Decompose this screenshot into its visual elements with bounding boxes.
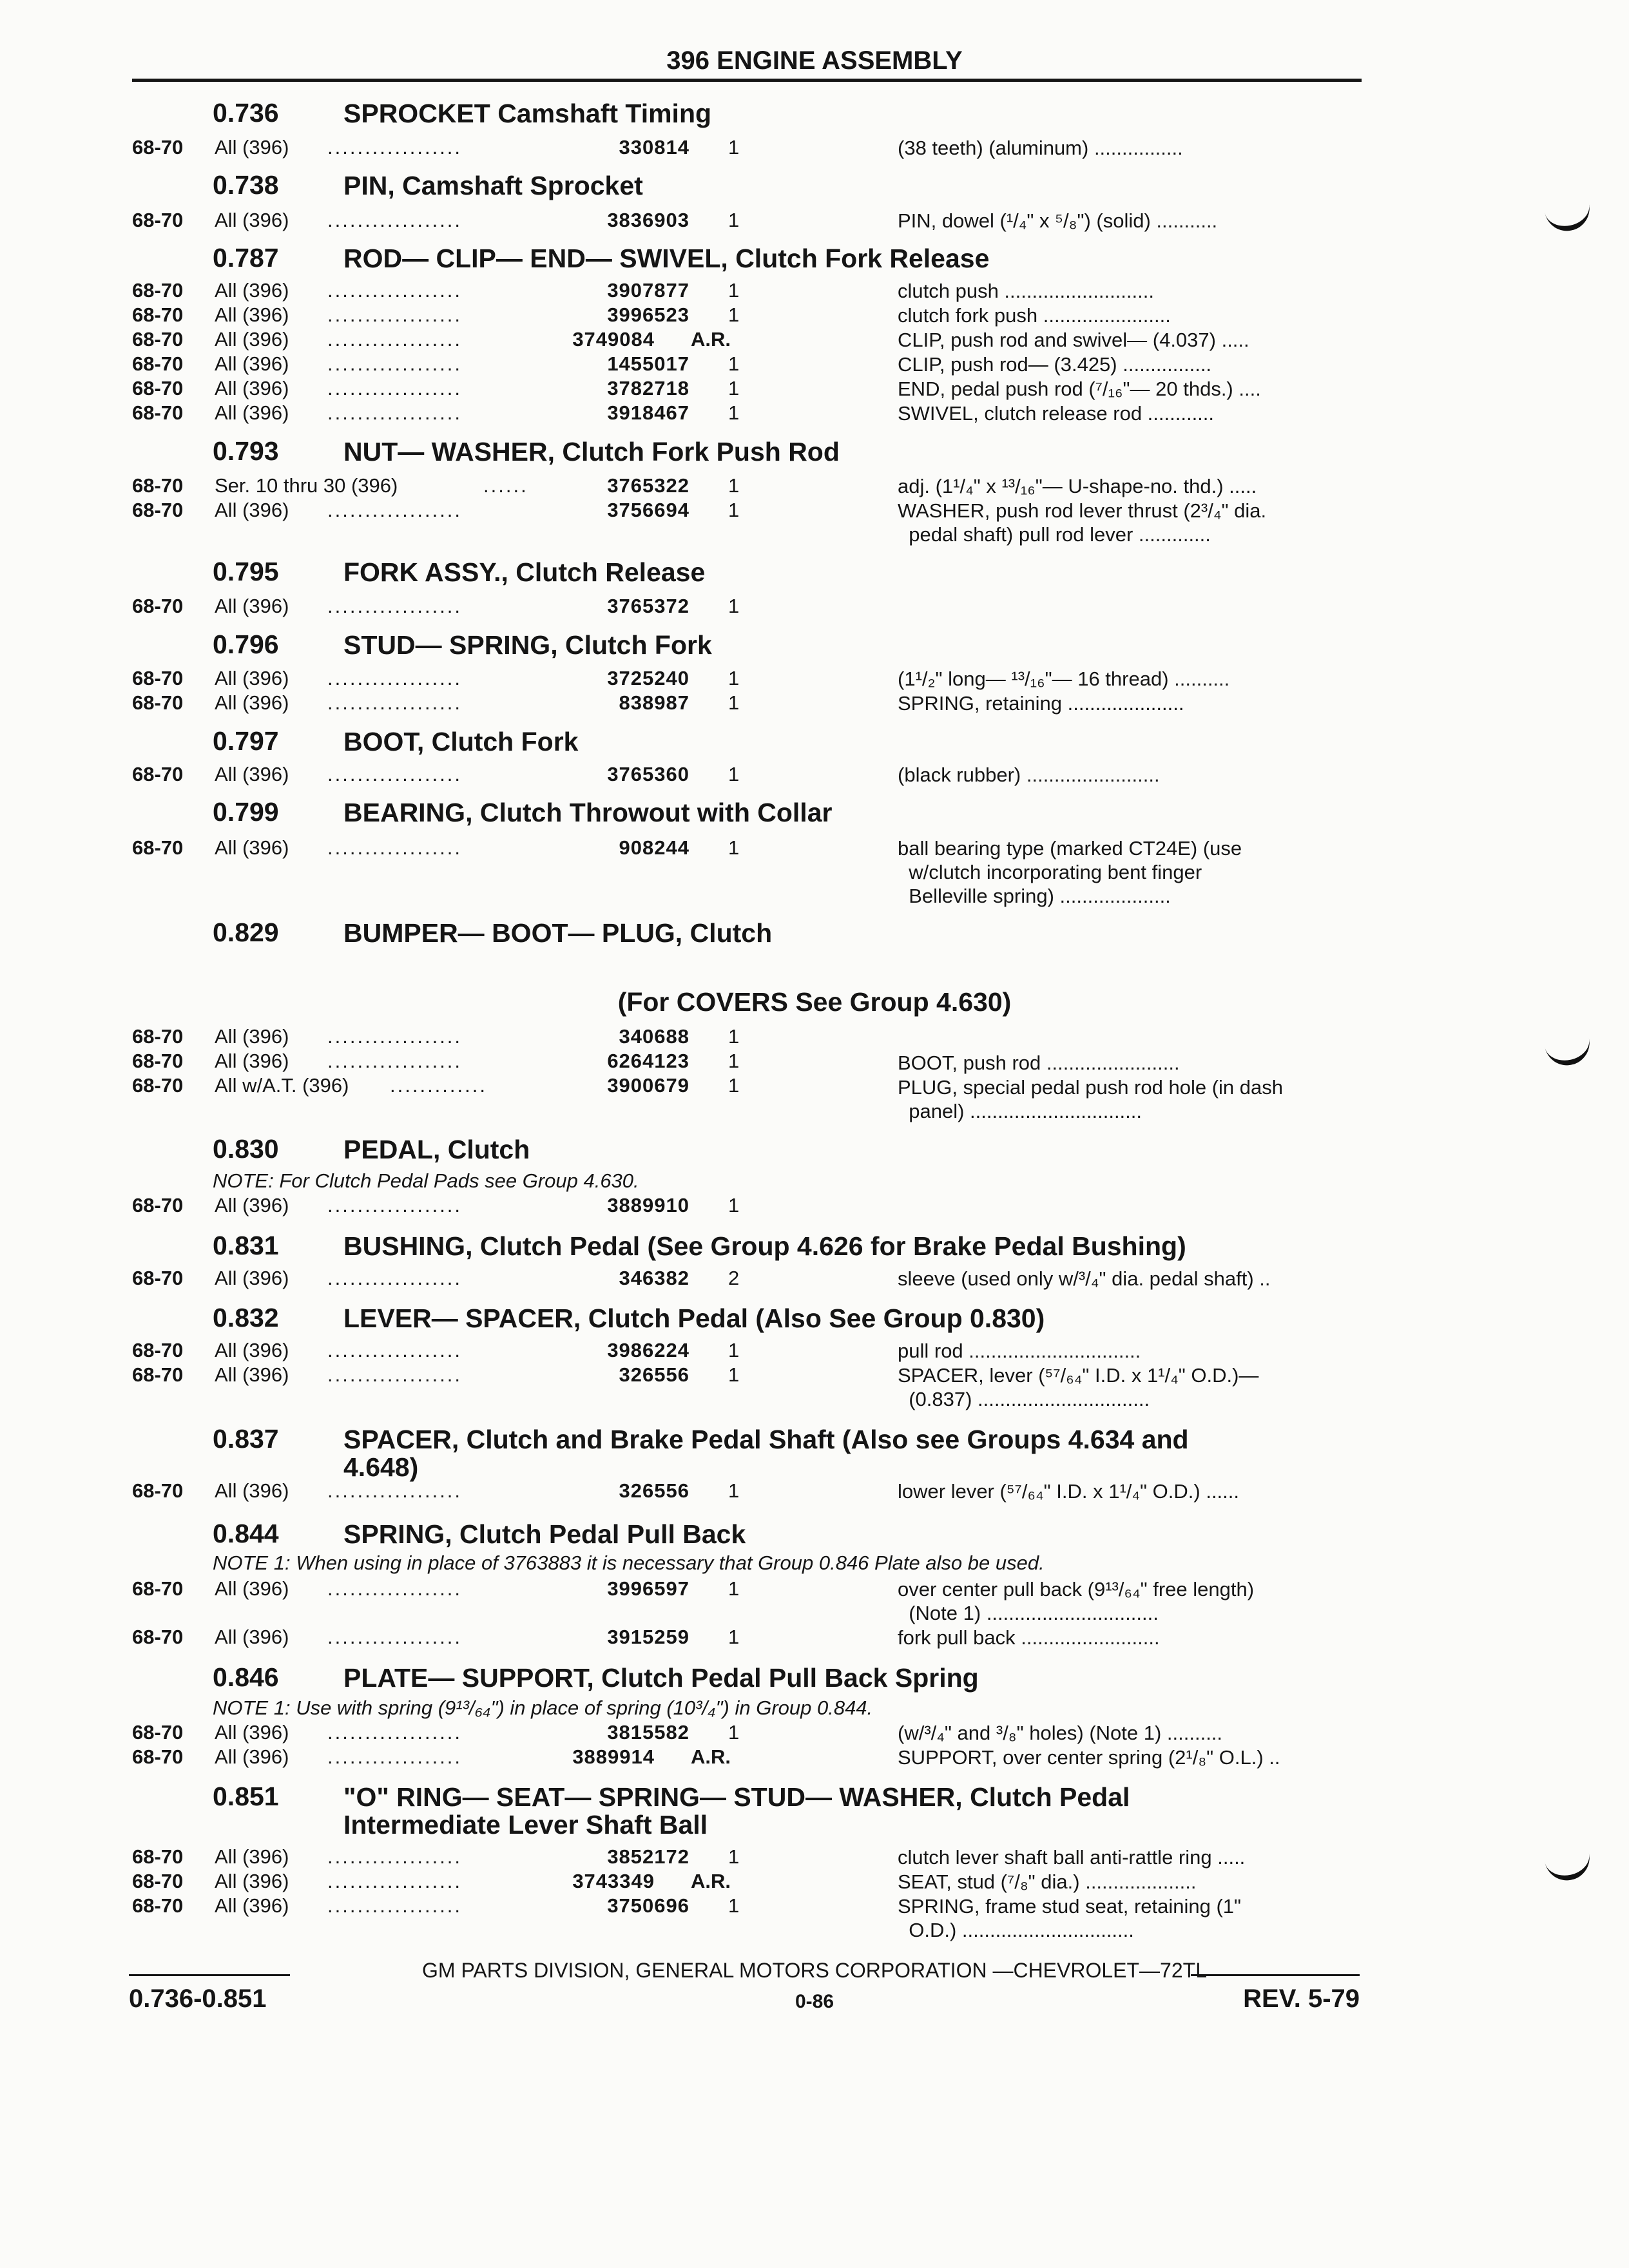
part-number: 3765322 (607, 474, 689, 497)
part-number: 3986224 (607, 1339, 689, 1361)
part-description: (38 teeth) (aluminum) ................ (898, 137, 1183, 159)
model: All (396) (215, 1577, 289, 1600)
year-range: 68-70 (132, 352, 184, 375)
part-description: SPACER, lever (⁵⁷/₆₄" I.D. x 1¹/₄" O.D.)— (0.837) ............................... (898, 1364, 1259, 1410)
model: All (396) (215, 1626, 289, 1648)
leader-dots: .................. (327, 595, 463, 617)
year-range: 68-70 (132, 836, 184, 859)
section-title: SPRING, Clutch Pedal Pull Back (343, 1519, 746, 1549)
year-range: 68-70 (132, 1745, 184, 1768)
footer-publisher: GM PARTS DIVISION, GENERAL MOTORS CORPORATION —CHEVROLET—72TL (422, 1959, 1207, 1982)
year-range: 68-70 (132, 209, 184, 231)
part-description: SUPPORT, over center spring (2¹/₈" O.L.) .. (898, 1746, 1280, 1769)
part-number: 3996523 (607, 303, 689, 326)
model: All w/A.T. (396) (215, 1074, 349, 1097)
quantity: 1 (728, 1194, 740, 1216)
year-range: 68-70 (132, 474, 184, 497)
part-description: CLIP, push rod— (3.425) ................ (898, 353, 1212, 376)
leader-dots: .................. (327, 1845, 463, 1868)
year-range: 68-70 (132, 1267, 184, 1289)
part-number: 1455017 (607, 352, 689, 375)
leader-dots: .................. (327, 377, 463, 399)
leader-dots: .................. (327, 1626, 463, 1648)
model: All (396) (215, 1894, 289, 1917)
quantity: 1 (728, 691, 740, 714)
section-number: 0.795 (213, 557, 279, 586)
leader-dots: .................. (327, 279, 463, 302)
part-number: 3782718 (607, 377, 689, 399)
year-range: 68-70 (132, 595, 184, 617)
model: All (396) (215, 667, 289, 689)
part-description: BOOT, push rod ........................ (898, 1052, 1180, 1074)
year-range: 68-70 (132, 377, 184, 399)
model: All (396) (215, 836, 289, 859)
section-title: PLATE— SUPPORT, Clutch Pedal Pull Back Spring (343, 1663, 979, 1693)
quantity: 1 (728, 401, 740, 424)
part-description: (1¹/₂" long— ¹³/₁₆"— 16 thread) .......... (898, 668, 1230, 690)
footer-revision: REV. 5-79 (1243, 1984, 1360, 2013)
part-row (0, 1481, 1629, 1505)
part-row (0, 1747, 1629, 1771)
part-description: pull rod ............................... (898, 1340, 1141, 1362)
part-description: adj. (1¹/₄" x ¹³/₁₆"— U-shape-no. thd.) ..... (898, 475, 1257, 497)
section-number: 0.799 (213, 797, 279, 827)
part-row (0, 1722, 1629, 1747)
model: Ser. 10 thru 30 (396) (215, 474, 398, 497)
part-row (0, 1871, 1629, 1896)
part-number: 340688 (619, 1025, 689, 1048)
quantity: 1 (728, 499, 740, 521)
part-number: 326556 (619, 1363, 689, 1386)
part-description: (black rubber) ........................ (898, 764, 1160, 786)
leader-dots: .................. (327, 1339, 463, 1361)
section-number: 0.797 (213, 726, 279, 756)
leader-dots: .................. (327, 1577, 463, 1600)
part-number: 908244 (619, 836, 689, 859)
footer-group-range: 0.736-0.851 (129, 1984, 267, 2013)
model: All (396) (215, 136, 289, 159)
year-range: 68-70 (132, 1363, 184, 1386)
section-title: BEARING, Clutch Throwout with Collar (343, 798, 833, 827)
leader-dots: .................. (327, 1745, 463, 1768)
part-description: lower lever (⁵⁷/₆₄" I.D. x 1¹/₄" O.D.) ...... (898, 1480, 1240, 1503)
part-row (0, 1075, 1629, 1100)
section-number: 0.829 (213, 918, 279, 947)
leader-dots: .................. (327, 763, 463, 785)
section-title: SPROCKET Camshaft Timing (343, 99, 712, 128)
model: All (396) (215, 1363, 289, 1386)
year-range: 68-70 (132, 1626, 184, 1648)
quantity: 1 (728, 595, 740, 617)
part-number: 326556 (619, 1479, 689, 1502)
part-row (0, 1268, 1629, 1293)
leader-dots: .................. (327, 1050, 463, 1072)
quantity: 1 (728, 1626, 740, 1648)
leader-dots: .................. (327, 328, 463, 351)
section-number: 0.736 (213, 98, 279, 128)
section-title: STUD— SPRING, Clutch Fork (343, 630, 712, 660)
quantity: 1 (728, 136, 740, 159)
part-number: 3725240 (607, 667, 689, 689)
section-number: 0.796 (213, 629, 279, 659)
quantity: A.R. (691, 1870, 731, 1892)
section-title: PIN, Camshaft Sprocket (343, 171, 643, 200)
year-range: 68-70 (132, 763, 184, 785)
section-number: 0.851 (213, 1782, 279, 1811)
quantity: 1 (728, 1479, 740, 1502)
model: All (396) (215, 1050, 289, 1072)
part-number: 3996597 (607, 1577, 689, 1600)
model: All (396) (215, 209, 289, 231)
part-row (0, 1051, 1629, 1075)
part-description: fork pull back ......................... (898, 1626, 1160, 1649)
leader-dots: .................. (327, 401, 463, 424)
part-row (0, 1195, 1629, 1220)
quantity: 1 (728, 1025, 740, 1048)
leader-dots: .................. (327, 209, 463, 231)
part-description: clutch fork push ....................... (898, 304, 1171, 327)
quantity: 1 (728, 352, 740, 375)
leader-dots: .................. (327, 691, 463, 714)
part-row (0, 668, 1629, 693)
quantity: 1 (728, 1845, 740, 1868)
part-row (0, 693, 1629, 717)
quantity: 1 (728, 1050, 740, 1072)
model: All (396) (215, 1721, 289, 1744)
quantity: 1 (728, 303, 740, 326)
quantity: 1 (728, 1339, 740, 1361)
part-row (0, 1365, 1629, 1389)
year-range: 68-70 (132, 1894, 184, 1917)
part-number: 3765360 (607, 763, 689, 785)
part-row (0, 329, 1629, 354)
part-number: 3743349 (572, 1870, 655, 1892)
section-note: NOTE: For Clutch Pedal Pads see Group 4.630. (213, 1169, 639, 1192)
footer-page-number: 0-86 (795, 1991, 834, 2012)
year-range: 68-70 (132, 1845, 184, 1868)
year-range: 68-70 (132, 401, 184, 424)
part-row (0, 596, 1629, 620)
year-range: 68-70 (132, 1479, 184, 1502)
part-row (0, 500, 1629, 524)
model: All (396) (215, 1745, 289, 1768)
part-row (0, 403, 1629, 427)
year-range: 68-70 (132, 691, 184, 714)
part-description: SPRING, frame stud seat, retaining (1" O.D.) ............................... (898, 1895, 1242, 1941)
model: All (396) (215, 1870, 289, 1892)
quantity: 1 (728, 474, 740, 497)
leader-dots: .................. (327, 836, 463, 859)
leader-dots: .................. (327, 136, 463, 159)
model: All (396) (215, 1845, 289, 1868)
part-row (0, 1026, 1629, 1051)
section-note: NOTE 1: When using in place of 3763883 it is necessary that Group 0.846 Plate also be used. (213, 1552, 1045, 1574)
part-row (0, 476, 1629, 500)
page-title: 396 ENGINE ASSEMBLY (666, 46, 963, 75)
quantity: 1 (728, 1363, 740, 1386)
leader-dots: ............. (390, 1074, 487, 1097)
model: All (396) (215, 1267, 289, 1289)
section-title: BOOT, Clutch Fork (343, 727, 579, 756)
model: All (396) (215, 279, 289, 302)
header-rule (132, 79, 1362, 82)
part-number: 3852172 (607, 1845, 689, 1868)
part-row (0, 764, 1629, 789)
quantity: 1 (728, 1894, 740, 1917)
part-row (0, 838, 1629, 862)
part-description: sleeve (used only w/³/₄" dia. pedal shaft) .. (898, 1267, 1271, 1290)
section-title: SPACER, Clutch and Brake Pedal Shaft (Also see Groups 4.634 and 4.648) (343, 1425, 1189, 1483)
part-description: PIN, dowel (¹/₄" x ⁵/₈") (solid) ........... (898, 209, 1218, 232)
model: All (396) (215, 499, 289, 521)
section-subtitle: (For COVERS See Group 4.630) (617, 987, 1012, 1017)
part-number: 3900679 (607, 1074, 689, 1097)
part-row (0, 1847, 1629, 1871)
part-row (0, 280, 1629, 305)
quantity: A.R. (691, 1745, 731, 1768)
section-title: BUSHING, Clutch Pedal (See Group 4.626 for Brake Pedal Bushing) (343, 1231, 1186, 1261)
model: All (396) (215, 1479, 289, 1502)
section-number: 0.837 (213, 1424, 279, 1454)
model: All (396) (215, 303, 289, 326)
year-range: 68-70 (132, 1025, 184, 1048)
quantity: 1 (728, 667, 740, 689)
part-description: SPRING, retaining ..................... (898, 692, 1184, 715)
model: All (396) (215, 1025, 289, 1048)
quantity: 1 (728, 763, 740, 785)
leader-dots: .................. (327, 1894, 463, 1917)
leader-dots: .................. (327, 352, 463, 375)
quantity: 1 (728, 209, 740, 231)
leader-dots: .................. (327, 1479, 463, 1502)
section-number: 0.844 (213, 1519, 279, 1548)
leader-dots: .................. (327, 1721, 463, 1744)
section-number: 0.846 (213, 1662, 279, 1692)
part-row (0, 1627, 1629, 1651)
part-row (0, 1896, 1629, 1920)
section-number: 0.830 (213, 1134, 279, 1164)
leader-dots: .................. (327, 1194, 463, 1216)
year-range: 68-70 (132, 328, 184, 351)
year-range: 68-70 (132, 1339, 184, 1361)
section-number: 0.793 (213, 436, 279, 466)
model: All (396) (215, 1339, 289, 1361)
part-row (0, 1579, 1629, 1603)
model: All (396) (215, 1194, 289, 1216)
section-note: NOTE 1: Use with spring (9¹³/₆₄") in place of spring (10³/₄") in Group 0.844. (213, 1696, 873, 1719)
leader-dots: .................. (327, 1363, 463, 1386)
part-row (0, 210, 1629, 235)
part-row (0, 354, 1629, 378)
year-range: 68-70 (132, 1050, 184, 1072)
quantity: A.R. (691, 328, 731, 351)
part-number: 3815582 (607, 1721, 689, 1744)
model: All (396) (215, 377, 289, 399)
quantity: 1 (728, 1721, 740, 1744)
part-number: 330814 (619, 136, 689, 159)
model: All (396) (215, 328, 289, 351)
year-range: 68-70 (132, 1194, 184, 1216)
part-number: 3915259 (607, 1626, 689, 1648)
quantity: 1 (728, 279, 740, 302)
model: All (396) (215, 595, 289, 617)
section-title: "O" RING— SEAT— SPRING— STUD— WASHER, Clutch Pedal Intermediate Lever Shaft Ball (343, 1782, 1130, 1840)
year-range: 68-70 (132, 1577, 184, 1600)
part-description: clutch push ........................... (898, 280, 1154, 302)
model: All (396) (215, 691, 289, 714)
section-title: ROD— CLIP— END— SWIVEL, Clutch Fork Release (343, 244, 990, 273)
leader-dots: .................. (327, 667, 463, 689)
part-description: SEAT, stud (⁷/₈" dia.) .................... (898, 1870, 1197, 1893)
part-row (0, 305, 1629, 329)
leader-dots: .................. (327, 1870, 463, 1892)
year-range: 68-70 (132, 136, 184, 159)
model: All (396) (215, 352, 289, 375)
part-number: 838987 (619, 691, 689, 714)
section-title: BUMPER— BOOT— PLUG, Clutch (343, 918, 773, 948)
leader-dots: .................. (327, 499, 463, 521)
quantity: 1 (728, 377, 740, 399)
part-number: 3918467 (607, 401, 689, 424)
year-range: 68-70 (132, 1721, 184, 1744)
leader-dots: .................. (327, 303, 463, 326)
part-number: 3750696 (607, 1894, 689, 1917)
part-number: 6264123 (607, 1050, 689, 1072)
year-range: 68-70 (132, 1074, 184, 1097)
part-description: SWIVEL, clutch release rod ............ (898, 402, 1215, 425)
part-number: 3889910 (607, 1194, 689, 1216)
year-range: 68-70 (132, 499, 184, 521)
section-title: FORK ASSY., Clutch Release (343, 557, 706, 587)
section-title: NUT— WASHER, Clutch Fork Push Rod (343, 437, 840, 466)
part-number: 346382 (619, 1267, 689, 1289)
part-number: 3749084 (572, 328, 655, 351)
model: All (396) (215, 763, 289, 785)
leader-dots: .................. (327, 1025, 463, 1048)
section-number: 0.738 (213, 170, 279, 200)
quantity: 1 (728, 836, 740, 859)
part-row (0, 378, 1629, 403)
year-range: 68-70 (132, 667, 184, 689)
section-title: LEVER— SPACER, Clutch Pedal (Also See Group 0.830) (343, 1303, 1045, 1333)
part-description: clutch lever shaft ball anti-rattle ring ..... (898, 1846, 1246, 1869)
part-description: CLIP, push rod and swivel— (4.037) ..... (898, 329, 1249, 351)
part-number: 3889914 (572, 1745, 655, 1768)
part-description: PLUG, special pedal push rod hole (in dash panel) ............................... (898, 1076, 1283, 1122)
year-range: 68-70 (132, 1870, 184, 1892)
section-number: 0.832 (213, 1303, 279, 1332)
part-number: 3765372 (607, 595, 689, 617)
section-title: PEDAL, Clutch (343, 1135, 530, 1164)
part-row (0, 137, 1629, 162)
leader-dots: ...... (483, 474, 528, 497)
year-range: 68-70 (132, 303, 184, 326)
part-number: 3756694 (607, 499, 689, 521)
part-row (0, 1340, 1629, 1365)
part-description: over center pull back (9¹³/₆₄" free length) (Note 1) ............................... (898, 1578, 1255, 1624)
section-number: 0.831 (213, 1231, 279, 1260)
part-description: ball bearing type (marked CT24E) (use w/clutch incorporating bent finger Belleville spring) .................... (898, 837, 1242, 907)
quantity: 1 (728, 1577, 740, 1600)
leader-dots: .................. (327, 1267, 463, 1289)
part-description: (w/³/₄" and ³/₈" holes) (Note 1) .......... (898, 1722, 1223, 1744)
year-range: 68-70 (132, 279, 184, 302)
part-number: 3836903 (607, 209, 689, 231)
part-description: END, pedal push rod (⁷/₁₆"— 20 thds.) .... (898, 378, 1261, 400)
part-description: WASHER, push rod lever thrust (2³/₄" dia. pedal shaft) pull rod lever ............. (898, 499, 1267, 546)
part-number: 3907877 (607, 279, 689, 302)
quantity: 2 (728, 1267, 740, 1289)
quantity: 1 (728, 1074, 740, 1097)
model: All (396) (215, 401, 289, 424)
section-number: 0.787 (213, 243, 279, 273)
